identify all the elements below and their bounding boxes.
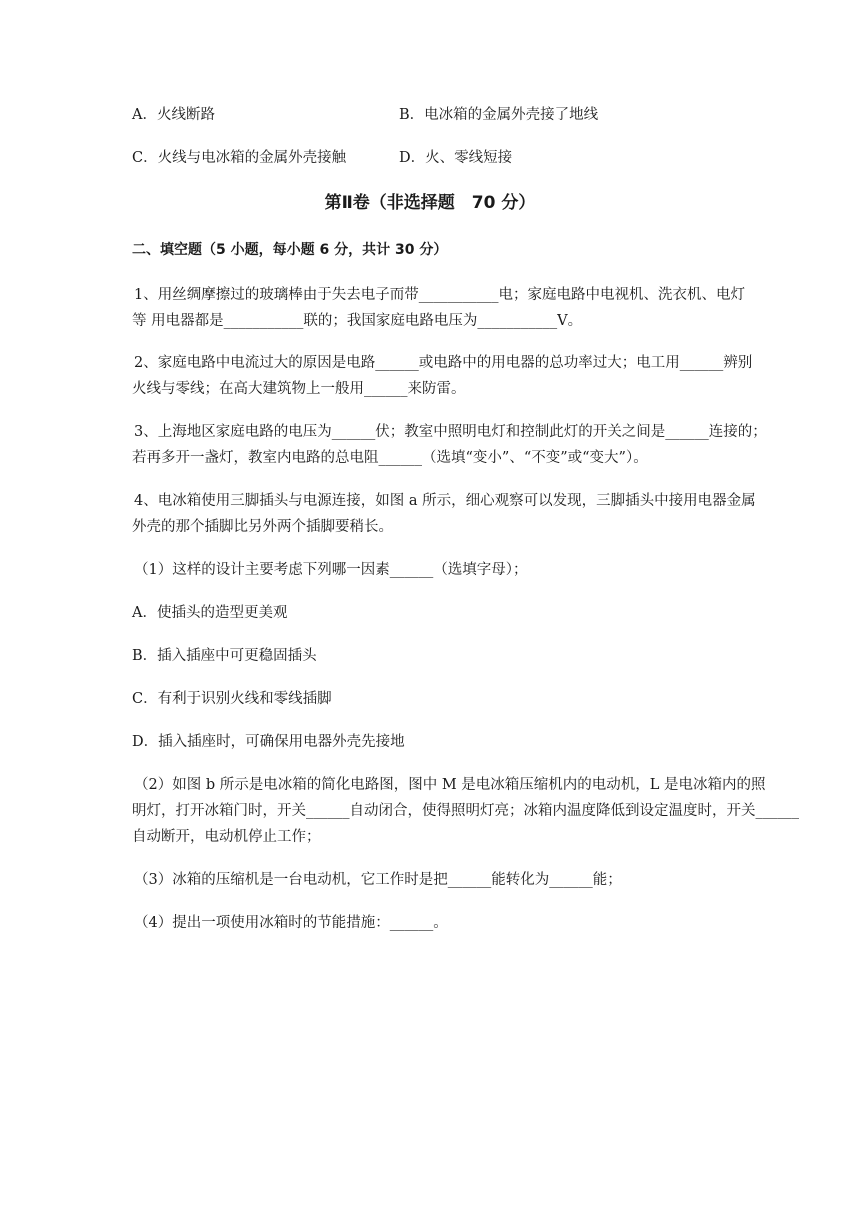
section-subtitle: 二、填空题（5 小题，每小题 6 分，共计 30 分） [132, 242, 448, 258]
question-3-line-2: 若再多开一盏灯，教室内电路的总电阻______（选填“变小”、“不变”或“变大”）。 [132, 450, 648, 466]
question-4-sub-1: （1）这样的设计主要考虑下列哪一因素______（选填字母）； [134, 562, 528, 578]
question-4-option-c: C．有利于识别火线和零线插脚 [132, 691, 332, 707]
question-4-sub-2-line-2: 明灯，打开冰箱门时，开关______自动闭合，使得照明灯亮；冰箱内温度降低到设定温度时，开关______ [132, 803, 799, 819]
question-2-line-1: 2、家庭电路中电流过大的原因是电路______或电路中的用电器的总功率过大；电工用______辨别 [134, 355, 753, 371]
section-title: 第Ⅱ卷（非选择题 70 分） [324, 193, 536, 213]
question-4-option-a: A．使插头的造型更美观 [132, 605, 288, 621]
question-1-line-1: 1、用丝绸摩擦过的玻璃棒由于失去电子而带___________电；家庭电路中电视机、洗衣机、电灯 [134, 287, 745, 303]
option-row-ab [132, 105, 772, 125]
question-4-sub-3: （3）冰箱的压缩机是一台电动机，它工作时是把______能转化为______能； [134, 872, 622, 888]
question-4-sub-2-line-3: 自动断开，电动机停止工作； [132, 829, 321, 845]
option-a: A．火线断路 [132, 107, 215, 123]
question-4-sub-4: （4）提出一项使用冰箱时的节能措施：______。 [134, 915, 448, 931]
option-row-cd [132, 148, 772, 168]
option-b: B．电冰箱的金属外壳接了地线 [399, 107, 599, 123]
option-d: D．火、零线短接 [399, 150, 513, 166]
question-2-line-2: 火线与零线；在高大建筑物上一般用______来防雷。 [132, 381, 466, 397]
question-4-option-d: D．插入插座时，可确保用电器外壳先接地 [132, 734, 405, 750]
question-4-sub-2-line-1: （2）如图 b 所示是电冰箱的简化电路图，图中 M 是电冰箱压缩机内的电动机，L 是电冰箱内的照 [134, 777, 766, 793]
question-3-line-1: 3、上海地区家庭电路的电压为______伏；教室中照明电灯和控制此灯的开关之间是______连接的； [134, 424, 767, 440]
option-c: C．火线与电冰箱的金属外壳接触 [132, 150, 347, 166]
question-4-line-2: 外壳的那个插脚比另外两个插脚要稍长。 [132, 519, 393, 535]
question-1-line-2: 等 用电器都是___________联的；我国家庭电路电压为___________V。 [132, 313, 583, 329]
question-4-option-b: B．插入插座中可更稳固插头 [132, 648, 317, 664]
question-4-line-1: 4、电冰箱使用三脚插头与电源连接，如图 a 所示，细心观察可以发现，三脚插头中接用电器金属 [134, 493, 756, 509]
